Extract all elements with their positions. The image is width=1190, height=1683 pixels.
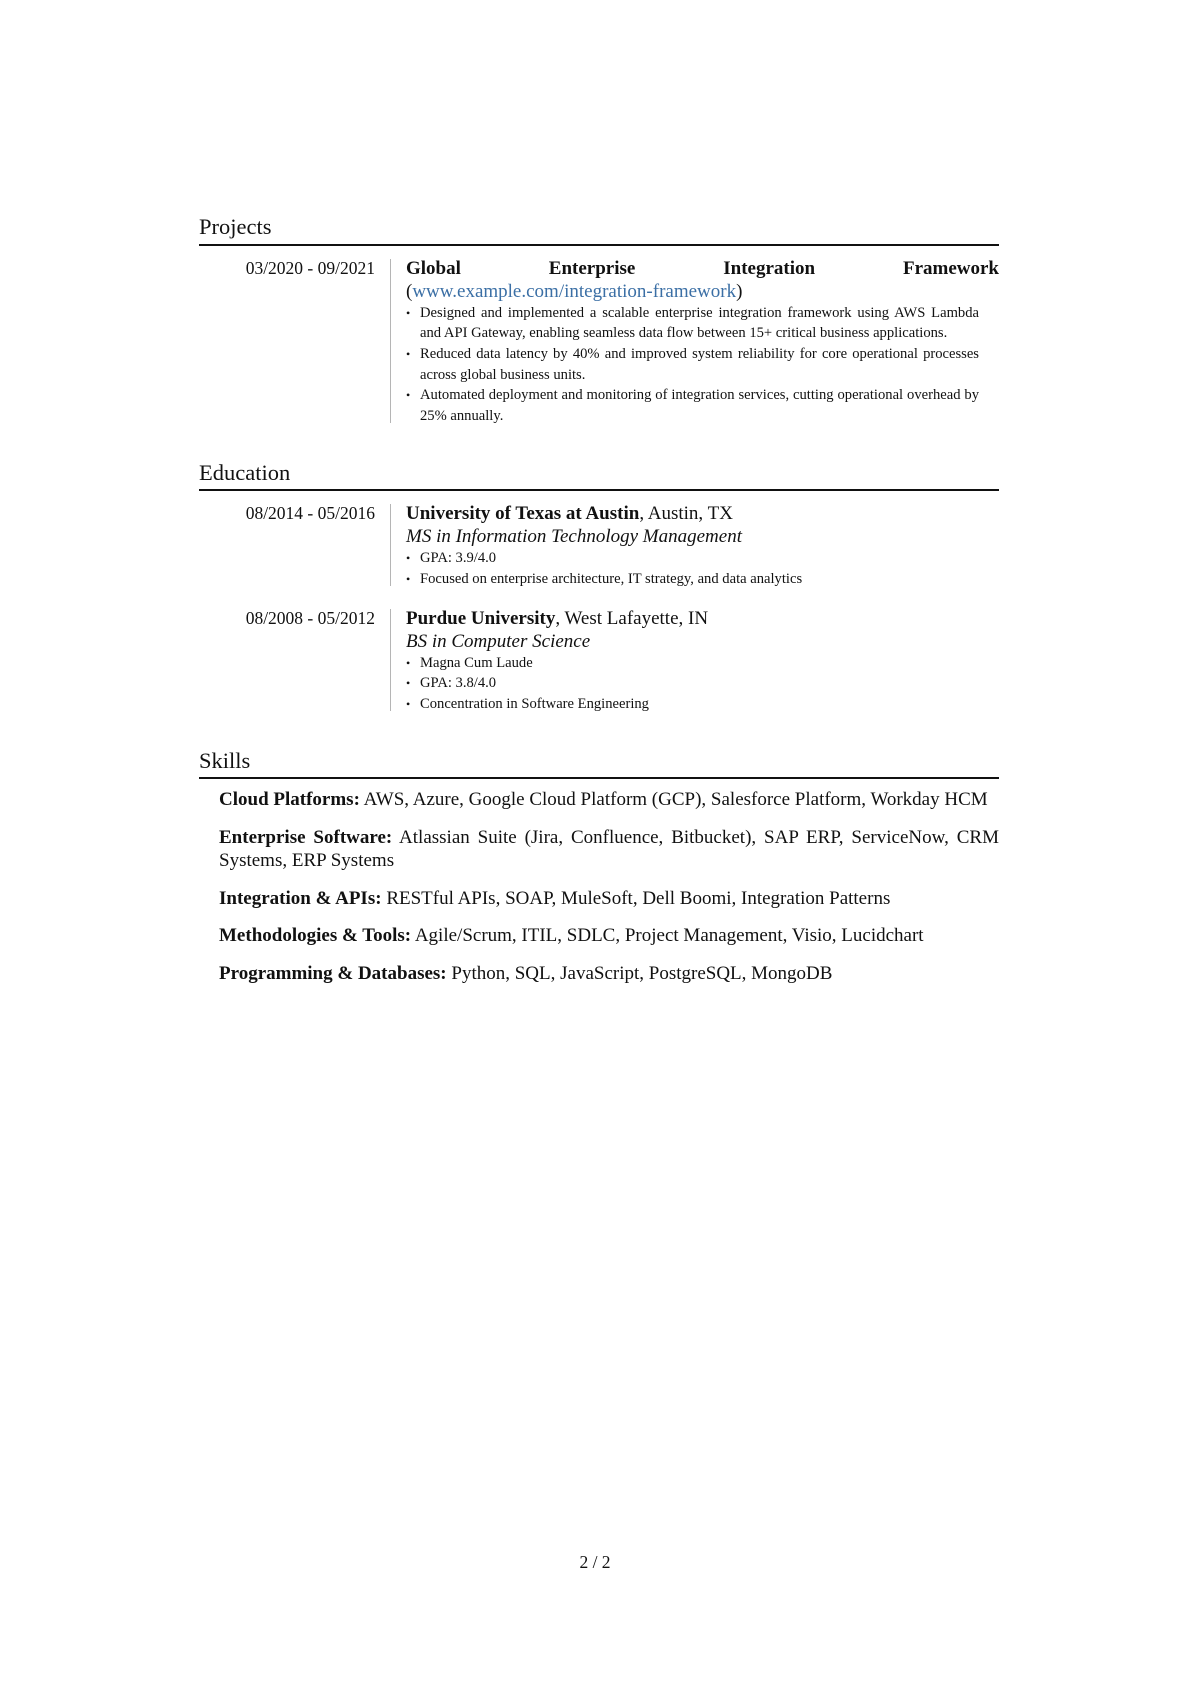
- education-entry: [199, 607, 999, 715]
- skill-row: [219, 826, 999, 873]
- school-name: University of Texas at Austin: [406, 503, 640, 525]
- degree: MS in Information Technology Management: [406, 526, 742, 548]
- education-entry: [199, 502, 999, 589]
- education-bullet: • Concentration in Software Engineering: [406, 694, 979, 715]
- project-link-close-paren: ): [736, 280, 743, 302]
- projects-section: [199, 216, 999, 427]
- skills-list: [199, 788, 999, 985]
- education-bullet: • Magna Cum Laude: [406, 653, 979, 674]
- skill-value: RESTful APIs, SOAP, MuleSoft, Dell Boomi, Integration Patterns: [381, 887, 891, 909]
- skill-label: Programming & Databases:: [219, 962, 447, 984]
- school-location: , West Lafayette, IN: [555, 607, 709, 629]
- education-body: [391, 607, 999, 715]
- project-date: 03/2020 - 09/2021: [245, 257, 375, 278]
- skills-heading: Skills: [199, 750, 999, 780]
- project-bullet: • Designed and implemented a scalable enterprise integration framework using AWS Lambda and API Gateway, enabling seamless data flow between 15+ critical business applications.: [406, 303, 979, 344]
- education-header: [406, 502, 999, 525]
- project-link-open-paren: (: [406, 280, 413, 302]
- skill-row: [219, 788, 999, 812]
- page-number: 2 / 2: [579, 1552, 611, 1572]
- skill-value: AWS, Azure, Google Cloud Platform (GCP), Salesforce Platform, Workday HCM: [359, 789, 988, 811]
- school-location: , Austin, TX: [639, 503, 733, 525]
- projects-heading: Projects: [199, 216, 999, 246]
- project-entry: [199, 257, 999, 427]
- project-link[interactable]: www.example.com/integration-framework: [412, 280, 737, 302]
- skill-row: [219, 887, 999, 911]
- skill-row: [219, 962, 999, 986]
- project-body: [391, 257, 999, 427]
- project-bullets: [406, 303, 999, 427]
- resume-page: [199, 216, 999, 1005]
- education-bullet: • Focused on enterprise architecture, IT strategy, and data analytics: [406, 569, 979, 590]
- skill-row: [219, 924, 999, 948]
- education-header: [406, 607, 999, 630]
- skill-value: Atlassian Suite (Jira, Confluence, Bitbucket), SAP ERP, ServiceNow, CRM Systems, ERP Systems: [219, 826, 999, 872]
- skill-label: Enterprise Software:: [219, 826, 393, 848]
- project-header: [406, 257, 999, 303]
- education-date: 08/2014 - 05/2016: [245, 503, 375, 524]
- skill-label: Cloud Platforms:: [219, 789, 360, 811]
- education-bullet: • GPA: 3.8/4.0: [406, 673, 979, 694]
- education-bullets: [406, 548, 999, 589]
- education-bullet: • GPA: 3.9/4.0: [406, 548, 979, 569]
- school-name: Purdue University: [406, 607, 556, 629]
- education-date: 08/2008 - 05/2012: [245, 607, 375, 628]
- project-bullet: • Automated deployment and monitoring of integration services, cutting operational overhead by 25% annually.: [406, 385, 979, 426]
- education-section: [199, 459, 999, 715]
- degree: BS in Computer Science: [406, 630, 591, 652]
- skill-value: Agile/Scrum, ITIL, SDLC, Project Management, Visio, Lucidchart: [411, 925, 924, 947]
- education-body: [391, 502, 999, 589]
- skill-value: Python, SQL, JavaScript, PostgreSQL, MongoDB: [446, 962, 833, 984]
- skill-label: Integration & APIs:: [219, 887, 382, 909]
- education-heading: Education: [199, 462, 999, 492]
- project-bullet: • Reduced data latency by 40% and improved system reliability for core operational processes across global business units.: [406, 344, 979, 385]
- education-bullets: [406, 653, 999, 715]
- skill-label: Methodologies & Tools:: [219, 925, 412, 947]
- skills-section: [199, 747, 999, 986]
- project-name: Global Enterprise Integration Framework: [406, 257, 999, 279]
